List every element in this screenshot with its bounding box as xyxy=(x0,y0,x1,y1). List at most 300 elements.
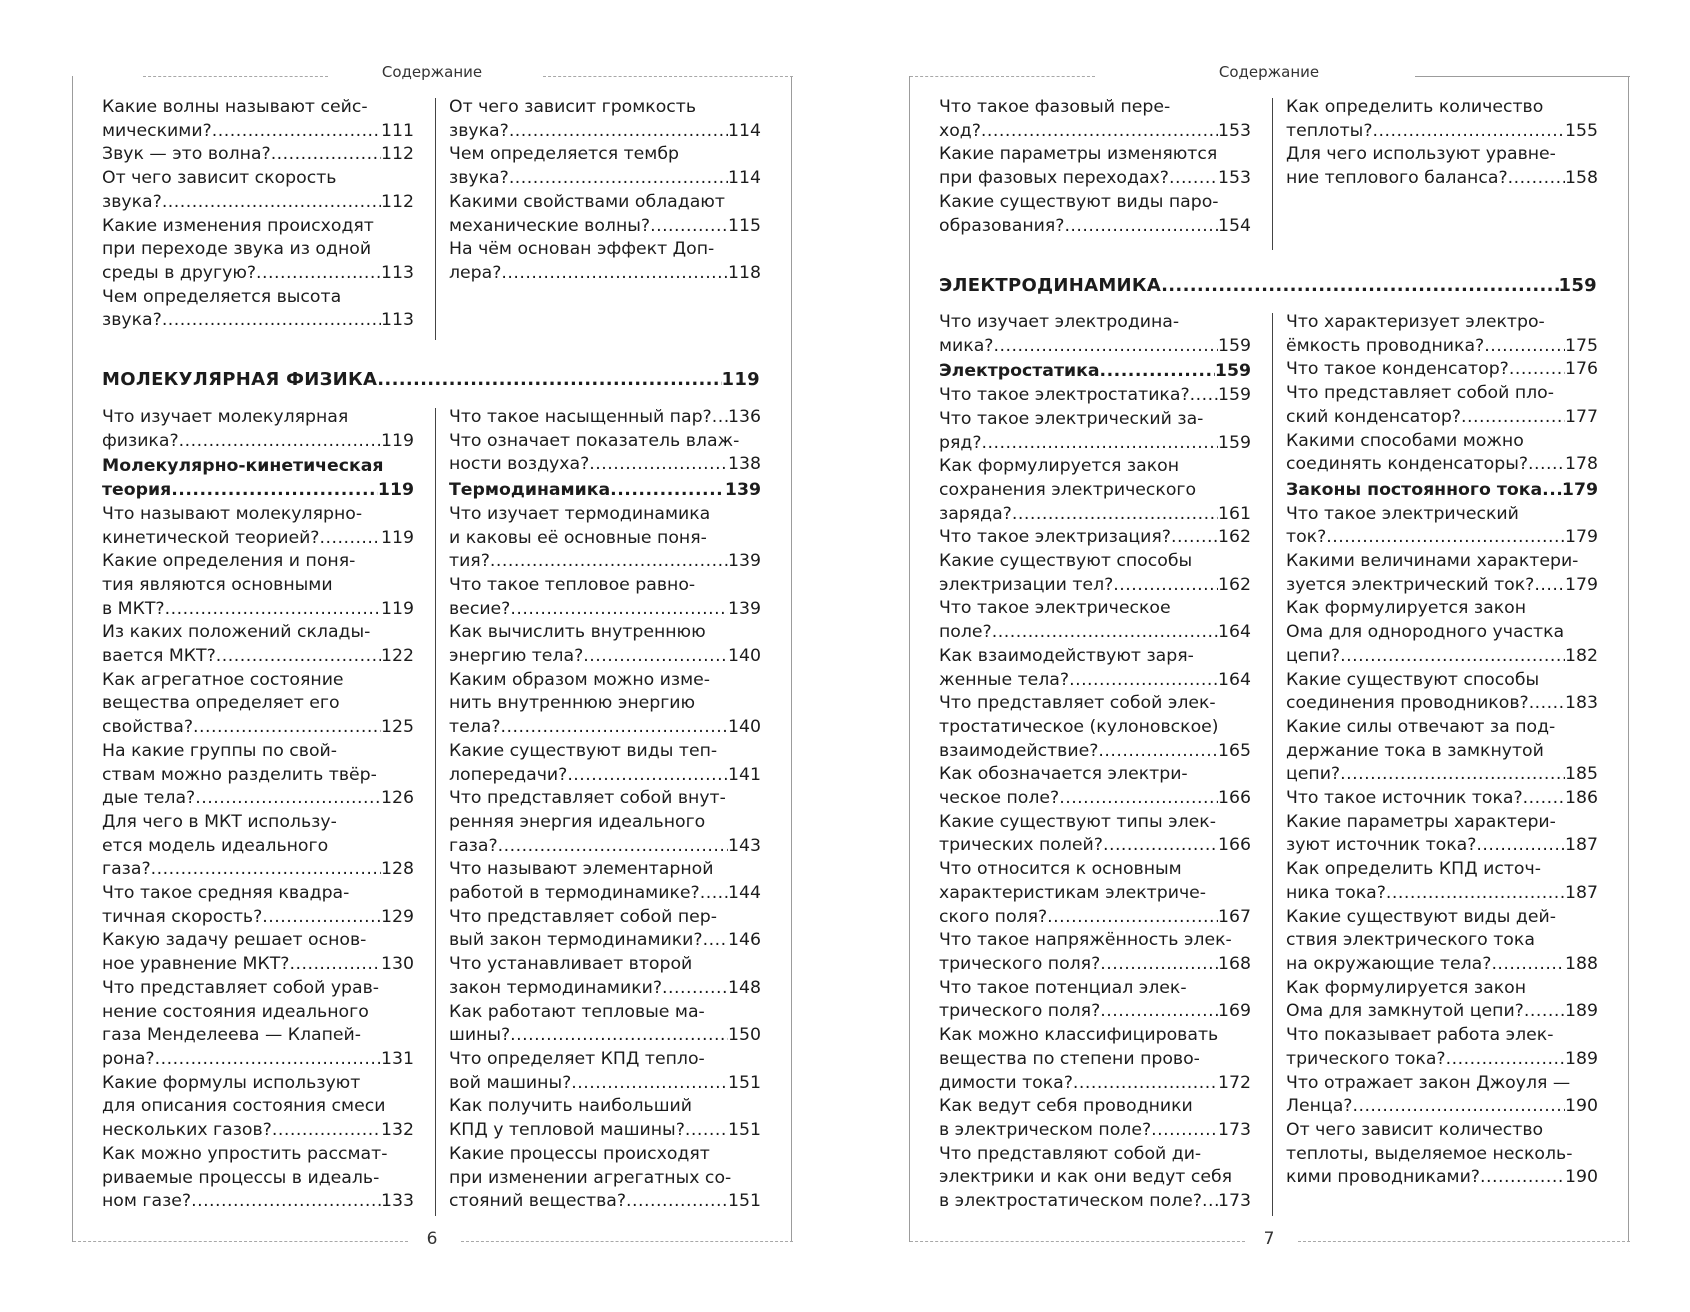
toc-line xyxy=(449,882,761,906)
toc-page-number: 173 xyxy=(1218,1191,1251,1212)
toc-line xyxy=(1286,453,1598,477)
toc-page-number: 162 xyxy=(1218,574,1251,595)
toc-entry[interactable] xyxy=(939,408,1251,455)
toc-entry[interactable] xyxy=(1286,906,1598,977)
toc-text: Какие параметры характери- xyxy=(1286,811,1556,832)
toc-text: звука? xyxy=(102,191,162,212)
toc-line xyxy=(939,811,1251,835)
leader-dots xyxy=(1524,1000,1565,1024)
toc-line xyxy=(102,716,414,740)
toc-text: закон термодинамики? xyxy=(449,977,663,998)
toc-line xyxy=(939,1000,1251,1024)
toc-line xyxy=(449,479,761,503)
toc-line xyxy=(102,1048,414,1072)
toc-page-number: 153 xyxy=(1218,120,1251,141)
toc-line xyxy=(1286,763,1598,787)
toc-text: На какие группы по свой- xyxy=(102,740,338,761)
toc-line xyxy=(1286,358,1598,382)
toc-page-number: 129 xyxy=(381,906,414,927)
toc-entry[interactable] xyxy=(939,311,1251,358)
toc-entry[interactable] xyxy=(1286,787,1598,811)
toc-line xyxy=(449,929,761,953)
toc-entry[interactable] xyxy=(449,621,761,668)
toc-entry[interactable] xyxy=(1286,96,1598,143)
toc-text: риваемые процессы в идеаль- xyxy=(102,1167,380,1188)
toc-text: ток? xyxy=(1286,527,1327,548)
toc-subsection[interactable] xyxy=(939,360,1251,384)
toc-entry[interactable] xyxy=(1286,1072,1598,1119)
leader-dots xyxy=(1151,1119,1218,1143)
toc-line xyxy=(939,763,1251,787)
toc-entry[interactable] xyxy=(449,406,761,430)
toc-entry[interactable] xyxy=(102,550,414,621)
toc-entry[interactable] xyxy=(102,811,414,882)
leader-dots xyxy=(256,262,381,286)
toc-entry[interactable] xyxy=(102,167,414,214)
toc-line xyxy=(939,215,1251,239)
toc-entry[interactable] xyxy=(102,621,414,668)
toc-entry[interactable] xyxy=(102,740,414,811)
toc-page-number: 111 xyxy=(381,120,414,141)
left-page xyxy=(72,63,792,1249)
toc-text: зуют источник тока? xyxy=(1286,835,1477,856)
leader-dots xyxy=(1161,275,1558,296)
toc-line xyxy=(102,835,414,859)
toc-entry[interactable] xyxy=(449,503,761,574)
leader-dots xyxy=(662,977,728,1001)
toc-page-number: 158 xyxy=(1565,168,1598,189)
toc-entry[interactable] xyxy=(449,143,761,190)
toc-entry[interactable] xyxy=(939,384,1251,408)
toc-line xyxy=(102,1190,414,1214)
toc-line xyxy=(1286,858,1598,882)
toc-entry[interactable] xyxy=(102,669,414,740)
toc-page-number: 190 xyxy=(1565,1167,1598,1188)
toc-text: среды в другую? xyxy=(102,262,257,283)
toc-text: Как ведут себя проводники xyxy=(939,1096,1193,1117)
leader-dots xyxy=(151,858,381,882)
toc-entry[interactable] xyxy=(102,286,414,333)
toc-line xyxy=(939,503,1251,527)
toc-text: Какие существуют способы xyxy=(1286,669,1540,690)
leader-dots xyxy=(1491,953,1565,977)
toc-entry[interactable] xyxy=(449,669,761,740)
toc-entry[interactable] xyxy=(449,1095,761,1142)
toc-text: Какие волны называют сейс- xyxy=(102,97,368,117)
toc-entry[interactable] xyxy=(939,191,1251,238)
toc-column xyxy=(102,406,414,1214)
toc-text: Как взаимодействуют заря- xyxy=(939,645,1194,666)
toc-entry[interactable] xyxy=(939,455,1251,526)
toc-entry[interactable] xyxy=(939,597,1251,644)
toc-page-number: 146 xyxy=(728,930,761,951)
toc-line xyxy=(1286,120,1598,144)
toc-text: электрики и как они ведут себя xyxy=(939,1167,1233,1188)
toc-entry[interactable] xyxy=(939,858,1251,929)
toc-line xyxy=(102,740,414,764)
toc-line xyxy=(102,882,414,906)
toc-page-number: 119 xyxy=(381,598,414,619)
leader-dots xyxy=(1100,1000,1218,1024)
toc-line xyxy=(449,527,761,551)
toc-text: Как получить наибольший xyxy=(449,1096,692,1117)
leader-dots xyxy=(1509,358,1565,382)
toc-page-number: 148 xyxy=(728,977,761,998)
toc-page-number: 165 xyxy=(1218,740,1251,761)
leader-dots xyxy=(510,1024,728,1048)
toc-line xyxy=(102,479,414,503)
section-heading[interactable] xyxy=(939,275,1597,296)
toc-text: Что относится к основным xyxy=(939,859,1182,880)
toc-page-number: 119 xyxy=(381,527,414,548)
toc-text: вещества по степени прово- xyxy=(939,1048,1200,1069)
section-title: ЭЛЕКТРОДИНАМИКА xyxy=(939,275,1162,296)
toc-text: Ома для замкнутой цепи? xyxy=(1286,1001,1524,1022)
toc-text: цепи? xyxy=(1286,764,1341,785)
toc-line xyxy=(102,503,414,527)
toc-text: зуется электрический ток? xyxy=(1286,574,1535,595)
toc-text: Молекулярно-кинетическая xyxy=(102,456,384,477)
toc-subsection[interactable] xyxy=(1286,479,1598,503)
toc-line xyxy=(939,191,1251,215)
toc-entry[interactable] xyxy=(1286,358,1598,382)
toc-entry[interactable] xyxy=(939,550,1251,597)
leader-dots xyxy=(216,645,381,669)
toc-entry[interactable] xyxy=(939,692,1251,763)
toc-line xyxy=(449,1001,761,1025)
toc-column xyxy=(939,96,1251,238)
toc-entry[interactable] xyxy=(939,143,1251,190)
toc-text: для описания состояния смеси xyxy=(102,1096,386,1117)
toc-line xyxy=(1286,479,1598,503)
toc-text: Что представляет собой пер- xyxy=(449,906,717,927)
toc-text: От чего зависит количество xyxy=(1286,1119,1544,1140)
toc-subsection[interactable] xyxy=(102,455,414,502)
leader-dots xyxy=(1386,882,1565,906)
leader-dots xyxy=(1480,1166,1565,1190)
toc-line xyxy=(102,598,414,622)
toc-column xyxy=(1286,96,1598,191)
toc-page-number: 179 xyxy=(1561,479,1598,500)
leader-dots xyxy=(685,1119,728,1143)
toc-line xyxy=(449,550,761,574)
leader-dots xyxy=(498,835,728,859)
toc-text: Ома для однородного участка xyxy=(1286,622,1565,643)
toc-line xyxy=(102,574,414,598)
toc-line xyxy=(939,669,1251,693)
leader-dots xyxy=(626,1190,728,1214)
toc-entry[interactable] xyxy=(102,215,414,286)
toc-entry[interactable] xyxy=(102,1072,414,1143)
toc-text: физика? xyxy=(102,430,179,451)
toc-line xyxy=(1286,503,1598,527)
toc-line xyxy=(1286,834,1598,858)
section-heading[interactable] xyxy=(102,369,760,390)
toc-page-number: 118 xyxy=(728,262,761,283)
leader-dots xyxy=(1484,335,1565,359)
toc-page-number: 119 xyxy=(377,480,414,501)
toc-line xyxy=(939,692,1251,716)
toc-entry[interactable] xyxy=(449,1143,761,1214)
toc-entry[interactable] xyxy=(449,430,761,477)
toc-entry[interactable] xyxy=(1286,716,1598,787)
toc-text: Как формулируется закон xyxy=(1286,977,1527,998)
toc-line xyxy=(939,1024,1251,1048)
toc-text: ского поля? xyxy=(939,906,1048,927)
toc-entry[interactable] xyxy=(939,1143,1251,1214)
leader-dots xyxy=(1202,1190,1218,1214)
leader-dots xyxy=(650,215,728,239)
toc-entry[interactable] xyxy=(449,1001,761,1048)
toc-line xyxy=(449,215,761,239)
toc-entry[interactable] xyxy=(939,645,1251,692)
toc-entry[interactable] xyxy=(1286,597,1598,668)
toc-line xyxy=(102,430,414,454)
toc-page-number: 112 xyxy=(381,144,414,165)
toc-line xyxy=(449,692,761,716)
leader-dots xyxy=(1529,692,1565,716)
toc-line xyxy=(939,143,1251,167)
toc-text: Какие формулы используют xyxy=(102,1072,361,1093)
toc-entry[interactable] xyxy=(939,929,1251,976)
toc-line xyxy=(1286,311,1598,335)
toc-text: свойства? xyxy=(102,717,194,738)
toc-line xyxy=(102,1167,414,1191)
leader-dots xyxy=(1113,574,1218,598)
leader-dots xyxy=(1012,503,1218,527)
toc-text: Чем определяется высота xyxy=(102,286,342,307)
toc-text: Что такое насыщенный пар? xyxy=(449,407,712,427)
toc-text: Что устанавливает второй xyxy=(449,954,693,975)
toc-entry[interactable] xyxy=(102,143,414,167)
toc-line xyxy=(102,96,414,120)
running-head: Содержание xyxy=(381,63,483,81)
toc-line xyxy=(1286,96,1598,120)
leader-dots xyxy=(377,369,721,390)
toc-page-number: 159 xyxy=(1218,432,1251,453)
toc-page-number: 190 xyxy=(1565,1096,1598,1117)
toc-page-number: 122 xyxy=(381,646,414,667)
leader-dots xyxy=(1542,479,1562,503)
toc-line xyxy=(449,764,761,788)
toc-column xyxy=(449,96,761,286)
toc-page-number: 153 xyxy=(1218,168,1251,189)
toc-line xyxy=(939,621,1251,645)
toc-entry[interactable] xyxy=(102,96,414,143)
toc-page-number: 179 xyxy=(1565,527,1598,548)
toc-line xyxy=(449,96,761,120)
toc-entry[interactable] xyxy=(102,929,414,976)
toc-page-number: 133 xyxy=(381,1191,414,1212)
toc-line xyxy=(102,811,414,835)
toc-entry[interactable] xyxy=(449,953,761,1000)
leader-dots xyxy=(1373,120,1566,144)
toc-text: КПД у тепловой машины? xyxy=(449,1120,685,1141)
toc-line xyxy=(449,406,761,430)
toc-page-number: 155 xyxy=(1565,120,1598,141)
leader-dots xyxy=(583,645,728,669)
leader-dots xyxy=(1461,406,1565,430)
toc-line xyxy=(102,143,414,167)
toc-line xyxy=(1286,1048,1598,1072)
toc-entry[interactable] xyxy=(102,503,414,550)
toc-line xyxy=(939,740,1251,764)
toc-text: От чего зависит громкость xyxy=(449,97,697,117)
leader-dots xyxy=(1446,1048,1565,1072)
toc-line xyxy=(102,286,414,310)
toc-line xyxy=(102,858,414,882)
toc-text: взаимодействие? xyxy=(939,740,1099,761)
leader-dots xyxy=(1169,167,1218,191)
toc-text: лера? xyxy=(449,262,502,283)
toc-text: и каковы её основные поня- xyxy=(449,527,707,548)
toc-page-number: 138 xyxy=(728,454,761,475)
toc-line xyxy=(102,455,414,479)
toc-page-number: 169 xyxy=(1218,1001,1251,1022)
toc-text: Что такое электрический за- xyxy=(939,408,1204,429)
toc-text: Что называют элементарной xyxy=(449,859,714,880)
toc-text: Что такое источник тока? xyxy=(1286,788,1523,809)
toc-line xyxy=(939,167,1251,191)
toc-entry[interactable] xyxy=(939,811,1251,858)
toc-line xyxy=(449,953,761,977)
toc-entry[interactable] xyxy=(1286,1119,1598,1190)
toc-line xyxy=(939,408,1251,432)
toc-entry[interactable] xyxy=(449,858,761,905)
toc-entry[interactable] xyxy=(1286,311,1598,358)
toc-entry[interactable] xyxy=(102,882,414,929)
toc-text: рона? xyxy=(102,1048,155,1069)
section-title: МОЛЕКУЛЯРНАЯ ФИЗИКА xyxy=(102,369,378,390)
toc-entry[interactable] xyxy=(939,1024,1251,1095)
toc-text: ника тока? xyxy=(1286,882,1386,903)
toc-page-number: 151 xyxy=(728,1191,761,1212)
toc-entry[interactable] xyxy=(1286,977,1598,1024)
toc-line xyxy=(449,598,761,622)
toc-text: Как формулируется закон xyxy=(939,456,1180,477)
toc-text: Какими величинами характери- xyxy=(1286,551,1579,572)
toc-text: Как агрегатное состояние xyxy=(102,669,344,690)
toc-page-number: 161 xyxy=(1218,503,1251,524)
toc-text: Какие процессы происходят xyxy=(449,1143,710,1164)
toc-text: Что такое потенциал элек- xyxy=(939,977,1187,998)
toc-text: работой в термодинамике? xyxy=(449,883,700,904)
toc-entry[interactable] xyxy=(1286,669,1598,716)
toc-entry[interactable] xyxy=(1286,550,1598,597)
toc-page-number: 128 xyxy=(381,859,414,880)
toc-line xyxy=(449,787,761,811)
toc-text: Что показывает работа элек- xyxy=(1286,1025,1554,1046)
toc-text: трического поля? xyxy=(939,953,1101,974)
toc-page-number: 154 xyxy=(1218,215,1251,236)
toc-entry[interactable] xyxy=(449,191,761,238)
leader-dots xyxy=(289,953,381,977)
leader-dots xyxy=(567,764,728,788)
toc-line xyxy=(102,309,414,333)
toc-text: Что такое конденсатор? xyxy=(1286,359,1509,380)
toc-page-number: 167 xyxy=(1218,906,1251,927)
toc-entry[interactable] xyxy=(939,96,1251,143)
toc-line xyxy=(102,238,414,262)
toc-text: вается МКТ? xyxy=(102,646,216,667)
toc-entry[interactable] xyxy=(102,1143,414,1214)
toc-line xyxy=(1286,526,1598,550)
section-page: 119 xyxy=(721,369,760,390)
toc-entry[interactable] xyxy=(1286,858,1598,905)
toc-line xyxy=(449,977,761,1001)
toc-text: соединения проводников? xyxy=(1286,693,1529,714)
toc-text: Какие изменения происходят xyxy=(102,215,374,236)
toc-page-number: 112 xyxy=(381,191,414,212)
toc-line xyxy=(1286,430,1598,454)
toc-page-number: 139 xyxy=(724,480,761,501)
toc-entry[interactable] xyxy=(1286,1024,1598,1071)
toc-line xyxy=(939,360,1251,384)
toc-page-number: 131 xyxy=(381,1048,414,1069)
toc-text: Что представляет собой внут- xyxy=(449,788,726,809)
toc-entry[interactable] xyxy=(1286,382,1598,429)
toc-subsection[interactable] xyxy=(449,479,761,503)
toc-entry[interactable] xyxy=(449,1048,761,1095)
toc-line xyxy=(1286,811,1598,835)
toc-text: Что такое тепловое равно- xyxy=(449,574,696,595)
leader-dots xyxy=(1508,167,1565,191)
toc-text: стояний вещества? xyxy=(449,1191,627,1212)
toc-entry[interactable] xyxy=(939,977,1251,1024)
toc-entry[interactable] xyxy=(102,977,414,1072)
toc-entry[interactable] xyxy=(1286,430,1598,477)
toc-page-number: 182 xyxy=(1565,645,1598,666)
toc-entry[interactable] xyxy=(102,406,414,453)
toc-entry[interactable] xyxy=(449,906,761,953)
toc-entry[interactable] xyxy=(939,526,1251,550)
toc-text: ствам можно разделить твёр- xyxy=(102,764,377,785)
toc-entry[interactable] xyxy=(449,238,761,285)
toc-page-number: 130 xyxy=(381,954,414,975)
toc-line xyxy=(939,929,1251,953)
toc-entry[interactable] xyxy=(939,763,1251,810)
toc-entry[interactable] xyxy=(449,574,761,621)
toc-page-number: 144 xyxy=(728,883,761,904)
leader-dots xyxy=(1073,1072,1218,1096)
toc-entry[interactable] xyxy=(449,740,761,787)
leader-dots xyxy=(1523,787,1565,811)
toc-page-number: 159 xyxy=(1218,335,1251,356)
toc-text: механические волны? xyxy=(449,215,651,236)
toc-text: характеристикам электриче- xyxy=(939,882,1207,903)
leader-dots xyxy=(272,1119,381,1143)
toc-entry[interactable] xyxy=(449,787,761,858)
toc-entry[interactable] xyxy=(1286,503,1598,550)
leader-dots xyxy=(1326,526,1565,550)
toc-entry[interactable] xyxy=(1286,811,1598,858)
toc-line xyxy=(1286,1024,1598,1048)
toc-page-number: 189 xyxy=(1565,1001,1598,1022)
toc-line xyxy=(1286,1119,1598,1143)
toc-entry[interactable] xyxy=(449,96,761,143)
leader-dots xyxy=(993,335,1218,359)
toc-line xyxy=(449,835,761,859)
toc-entry[interactable] xyxy=(939,1095,1251,1142)
toc-line xyxy=(939,597,1251,621)
toc-line xyxy=(1286,645,1598,669)
toc-line xyxy=(449,453,761,477)
toc-page-number: 114 xyxy=(728,120,761,141)
toc-line xyxy=(449,1048,761,1072)
toc-entry[interactable] xyxy=(1286,143,1598,190)
toc-text: вый закон термодинамики? xyxy=(449,930,703,951)
leader-dots xyxy=(191,1190,381,1214)
